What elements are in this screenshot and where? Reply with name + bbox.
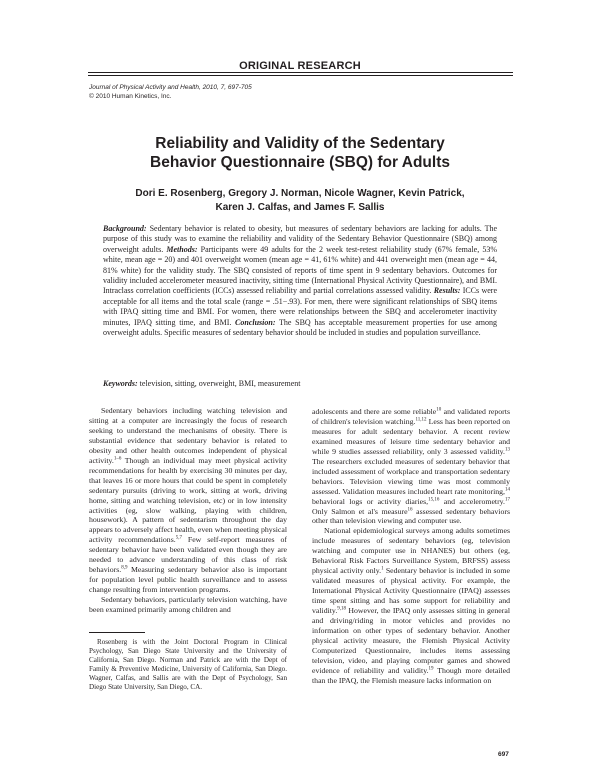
text-run: Only Salmon et al's measure bbox=[312, 506, 408, 516]
paragraph: Sedentary behaviors, particularly television watching, have been examined primarily among children and bbox=[89, 595, 287, 615]
text-run: and accelerometry. bbox=[439, 496, 506, 506]
paragraph bbox=[312, 407, 510, 526]
paragraph bbox=[312, 526, 510, 685]
text-run: Sedentary behavior is included in some validated measures of physical activity. For example, the International Physical Activity Questionnaire (IPAQ) assesses time spent sitting and has some support for reliability and validity. bbox=[312, 566, 510, 616]
citation-ref: 5,7 bbox=[175, 535, 182, 541]
citation-ref: 9,18 bbox=[337, 606, 347, 612]
header-rule bbox=[88, 72, 513, 73]
text-run: adolescents and there are some reliable bbox=[312, 407, 437, 416]
text-run: Less has been reported on measures for adult sedentary behavior. A recent review examined measures of leisure time sedentary behavior and while 9 studies assessed reliability, only 3 assessed validity. bbox=[312, 416, 511, 456]
citation-ref: 15,16 bbox=[428, 496, 440, 502]
citation-ref: 14 bbox=[505, 487, 510, 493]
text-run: National epidemiological surveys among adults sometimes include measures of sedentary behaviors (eg, television watching and computer use in NHANES) but others (eg, Behavioral Risk Factors Surveillance System, BRFSS) assess physical activity only. bbox=[312, 526, 510, 576]
citation-ref: 11,12 bbox=[415, 417, 427, 423]
text-run: Measuring sedentary behavior also is important for population level public health surveillance and to assess change resulting from intervention programs. bbox=[89, 565, 287, 595]
text-run: behavioral logs or activity diaries, bbox=[312, 496, 429, 506]
keywords bbox=[103, 379, 497, 389]
text-run: Sedentary behaviors including watching television and sitting at a computer are increasingly the focus of research seeking to understand the mechanisms of obesity. There is substantial evidence that sedentary behavior is related to obesity and other health outcomes independent of physical activity. bbox=[89, 406, 287, 465]
results-label: Results: bbox=[433, 286, 461, 296]
abstract bbox=[103, 224, 497, 338]
copyright: © 2010 Human Kinetics, Inc. bbox=[89, 92, 172, 100]
page-number: 697 bbox=[498, 751, 509, 758]
text-run: The researchers excluded measures of sedentary behavior that included assessment of workplace and transportation sedentary behaviors. Television viewing time was most commonly assessed. Validation measures included heart rate monitoring, bbox=[312, 456, 510, 496]
journal-info bbox=[89, 84, 252, 101]
paragraph bbox=[89, 406, 287, 595]
text-run: and validated reports of children's television watching. bbox=[312, 407, 510, 426]
section-label: ORIGINAL RESEARCH bbox=[239, 60, 361, 72]
citation-ref: 1 bbox=[381, 566, 384, 572]
article-title bbox=[80, 134, 520, 172]
affiliation-footnote bbox=[89, 638, 287, 692]
text-run: Though more detailed than the IPAQ, the Flemish measure lacks information on bbox=[312, 665, 510, 685]
methods-text: Participants were 49 adults for the 2 week test-retest reliability study (67% female, 53% white, mean age = 20) and 401 overweight women (mean age = 41, 61% white) and 441 overweight men (mean age = 44, 81% white) for the validity study. The SBQ consisted of reports of time spent in 9 sedentary behaviors. Outcomes for validity included accelerometer measured inactivity, sitting time (International Physical Activity Questionnaire), and BMI. Intraclass correlation coefficients (ICCs) assessed reliability and partial correlations assessed validity. bbox=[103, 244, 498, 296]
body-column-right bbox=[312, 407, 510, 686]
citation-ref: 10 bbox=[436, 407, 442, 413]
citation-ref: 19 bbox=[428, 666, 434, 672]
citation-ref: 17 bbox=[505, 496, 511, 502]
authors-line-2: Karen J. Calfas, and James F. Sallis bbox=[215, 202, 385, 213]
citation-ref: 13 bbox=[505, 447, 510, 453]
keywords-text: television, sitting, overweight, BMI, measurement bbox=[139, 379, 301, 388]
text-run: However, the IPAQ only assesses sitting in general and driving/riding in motor vehicles and provides no information on other types of sedentary behavior. Another physical activity measure, the Flemish Physical Activity Computerized Questionnaire, includes items assessing television, video, and playing computer games and showed evidence of reliability and validity. bbox=[312, 606, 510, 675]
background-text: Sedentary behavior is related to obesity, but measures of sedentary behaviors are lacking for adults. The purpose of this study was to examine the reliability and validity of the Sedentary Behavior Questionnaire (SBQ) among overweight adults. bbox=[103, 224, 498, 254]
footnote-rule bbox=[89, 632, 145, 633]
authors-line-1: Dori E. Rosenberg, Gregory J. Norman, Nicole Wagner, Kevin Patrick, bbox=[135, 188, 465, 199]
citation-ref: 1–6 bbox=[113, 456, 122, 462]
text-run: Few self-report measures of sedentary behavior have been validated even though they are needed to advance understanding of this class of risk behaviors. bbox=[89, 535, 287, 575]
header-rule-secondary bbox=[88, 75, 513, 76]
title-line-2: Behavior Questionnaire (SBQ) for Adults bbox=[150, 154, 450, 171]
title-line-1: Reliability and Validity of the Sedentary bbox=[155, 135, 445, 152]
background-label: Background: bbox=[103, 224, 147, 233]
conclusion-text: The SBQ has acceptable measurement properties for use among overweight adults. Specific measures of sedentary behavior should be included in studies and population surveillance. bbox=[103, 317, 498, 338]
results-text: ICCs were acceptable for all items and the total scale (range = .51−.93). For men, there were significant relationships of SBQ items with IPAQ sitting time and BMI. For women, there were relationships between the SBQ and accelerometer inactivity minutes, IPAQ sitting time, and BMI. bbox=[103, 286, 498, 327]
conclusion-label: Conclusion: bbox=[235, 317, 276, 327]
text-run: Though an individual may meet physical activity recommendations for health by exercising 30 minutes per day, that leaves 16 or more hours that could be spent in completely sedentary pursuits (driving to work, sitting at work, driving home, sitting and watching television, etc) or in low intensity activities (eg, slow walking, playing with children, housework). A pattern of sedentarism throughout the day appears to adversely affect health, even when meeting physical activity recommendations. bbox=[89, 455, 287, 545]
footnote-text: Rosenberg is with the Joint Doctoral Program in Clinical Psychology, San Diego State University and the University of California, San Diego. Norman and Patrick are with the Dept of Family & Preventive Medicine, University of California, San Diego. Wagner, Calfas, and Sallis are with the Dept of Psychology, San Diego State University, San Diego, CA. bbox=[89, 638, 287, 691]
keywords-label: Keywords: bbox=[103, 379, 138, 388]
author-list bbox=[70, 187, 530, 215]
citation-ref: 8,9 bbox=[121, 565, 128, 571]
body-column-left bbox=[89, 406, 287, 615]
methods-label: Methods: bbox=[166, 244, 198, 254]
text-run: assessed sedentary behaviors other than television viewing and computer use. bbox=[312, 506, 510, 526]
journal-citation: Journal of Physical Activity and Health, 2010, 7, 697-705 bbox=[89, 84, 252, 91]
citation-ref: 16 bbox=[407, 506, 413, 512]
